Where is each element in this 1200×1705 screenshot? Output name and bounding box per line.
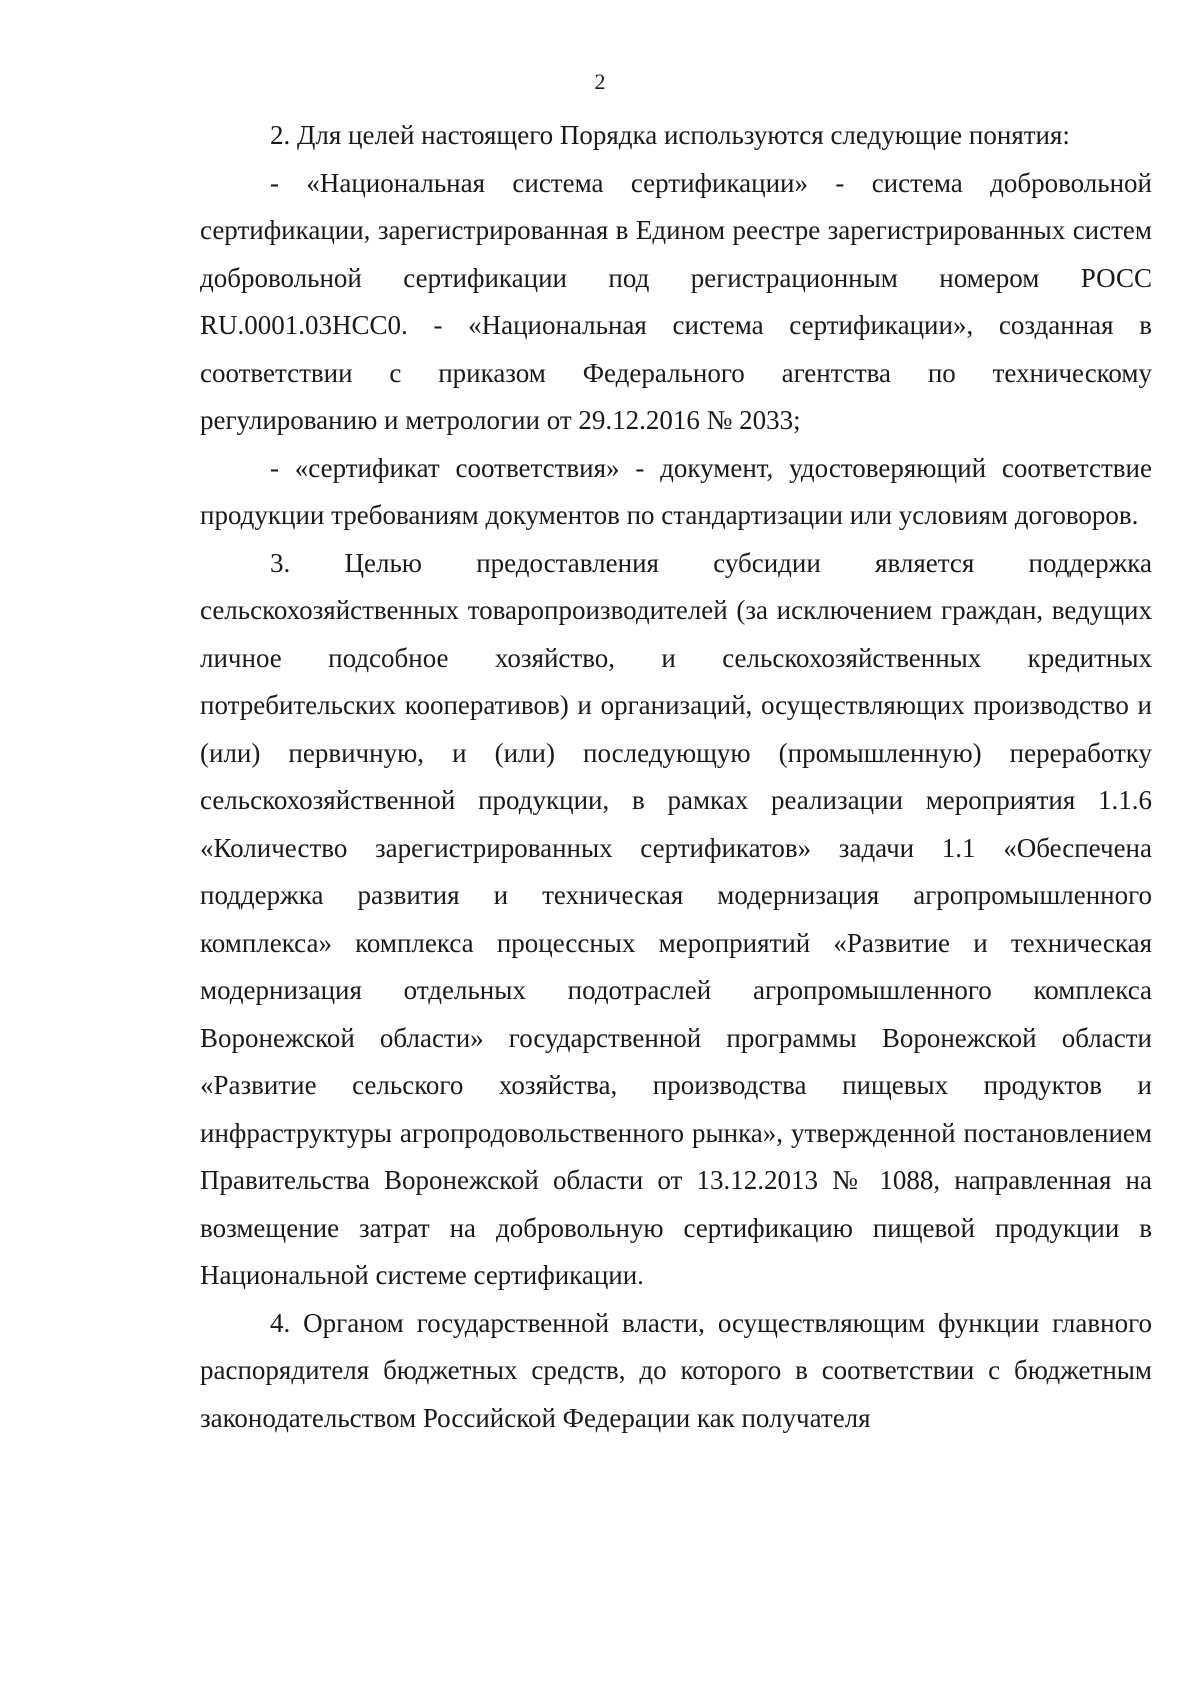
paragraph-definition-certificate: - «сертификат соответствия» - документ, удостоверяющий соответствие продукции требованиям документов по стандартизации или условиям договоров. bbox=[200, 452, 1152, 530]
document-body bbox=[200, 112, 1152, 1442]
paragraph-item-3: 3. Целью предоставления субсидии является поддержка сельскохозяйственных товаропроизводителей (за исключением граждан, ведущих личное подсобное хозяйство, и сельскохозяйственных кредитных потребительских кооперативов) и организаций, осуществляющих производство и (или) первичную, и (или) последующую (промышленную) переработку сельскохозяйственной продукции, в рамках реализации мероприятия 1.1.6 «Количество зарегистрированных сертификатов» задачи 1.1 «Обеспечена поддержка развития и техническая модернизация агропромышленного комплекса» комплекса процессных мероприятий «Развитие и техническая модернизация отдельных подотраслей агропромышленного комплекса Воронежской области» государственной программы Воронежской области «Развитие сельского хозяйства, производства пищевых продуктов и инфраструктуры агропродовольственного рынка», утвержденной постановлением Правительства Воронежской области от 13.12.2013 № 1088, направленная на возмещение затрат на добровольную сертификацию пищевой продукции в Национальной системе сертификации. bbox=[200, 547, 1152, 1290]
paragraph-item-4: 4. Органом государственной власти, осуществляющим функции главного распорядителя бюджетных средств, до которого в соответствии с бюджетным законодательством Российской Федерации как получателя bbox=[200, 1307, 1152, 1433]
paragraph-definition-national-system: - «Национальная система сертификации» - система добровольной сертификации, зарегистрированная в Едином реестре зарегистрированных систем добровольной сертификации под регистрационным номером РОСС RU.0001.03НСС0. - «Национальная система сертификации», созданная в соответствии с приказом Федерального агентства по техническому регулированию и метрологии от 29.12.2016 № 2033; bbox=[200, 167, 1152, 435]
paragraph-item-2: 2. Для целей настоящего Порядка используются следующие понятия: bbox=[270, 120, 1070, 150]
page-number: 2 bbox=[594, 69, 606, 94]
